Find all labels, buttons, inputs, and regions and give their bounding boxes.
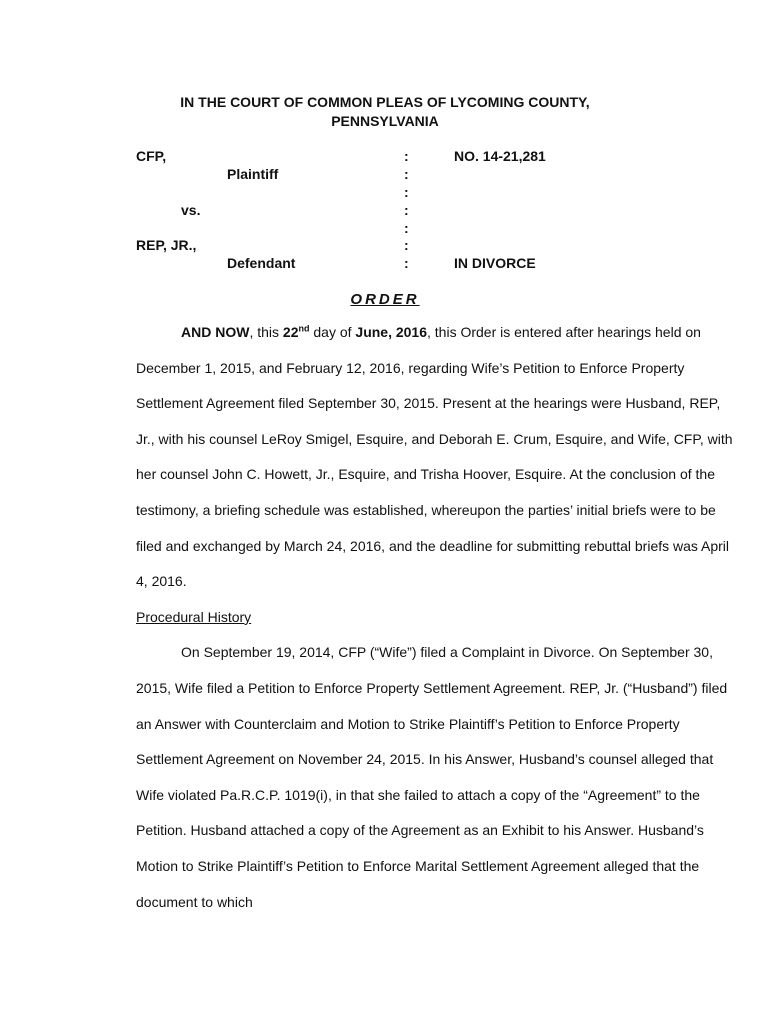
caption-colon: : [404,166,409,182]
caption-colon: : [404,237,409,253]
plaintiff-role: Plaintiff [227,166,279,182]
caption-colon: : [404,184,409,200]
order-title: ORDER [350,291,420,308]
day-of-text: day of [309,324,356,340]
procedural-paragraph: On September 19, 2014, CFP (“Wife”) filed a Complaint in Divorce. On September 30, 2015, Wife filed a Petition to Enforce Property Settlement Agreement. REP, Jr. (“Husband”) filed an Answer with Counterclaim and Motion to Strike Plaintiff’s Petition to Enforce Property Settlement Agreement on November 24, 2015. In his Answer, Husband’s counsel alleged that Wife violated Pa.R.C.P. 1019(i), in that she failed to attach a copy of the “Agreement” to the Petition. Husband attached a copy of the Agreement as an Exhibit to his Answer. Husband’s Motion to Strike Plaintiff’s Petition to Enforce Marital Settlement Agreement alleged that the document to which [136,644,728,910]
intro-rest-text: , this Order is entered after hearings held on December 1, 2015, and February 12, 2016, regarding Wife’s Petition to Enforce Property Settlement Agreement filed September 30, 2015. Present at the hearings were Husband, REP, Jr., with his counsel LeRoy Smigel, Esquire, and Deborah E. Crum, Esquire, and Wife, CFP, with her counsel John C. Howett, Jr., Esquire, and Trisha Hoover, Esquire. At the conclusion of the testimony, a briefing schedule was established, whereupon the parties’ initial briefs were to be filed and exchanged by March 24, 2016, and the deadline for submitting rebuttal briefs was April 4, 2016. [136,324,733,590]
procedural-history-heading: Procedural History [136,608,252,625]
caption-colon: : [404,255,409,271]
case-type: IN DIVORCE [454,255,536,271]
intro-this-text: , this [249,324,283,340]
court-heading [0,93,770,131]
versus-label: vs. [181,202,201,218]
case-number: NO. 14-21,281 [454,148,546,164]
day-suffix: nd [298,323,310,334]
court-heading-line1: IN THE COURT OF COMMON PLEAS OF LYCOMING COUNTY, [180,94,590,110]
intro-paragraph [136,315,736,600]
day-number [283,324,310,340]
order-date: June, 2016 [355,324,428,340]
caption-colon: : [404,148,409,164]
caption-colon: : [404,220,409,236]
plaintiff-name: CFP, [136,148,167,164]
defendant-role: Defendant [227,255,296,271]
defendant-name: REP, JR., [136,237,197,253]
day-num: 22 [282,324,299,340]
and-now-text: AND NOW [181,324,250,340]
order-body [136,315,736,920]
court-heading-line2: PENNSYLVANIA [331,113,439,129]
caption-colon: : [404,202,409,218]
